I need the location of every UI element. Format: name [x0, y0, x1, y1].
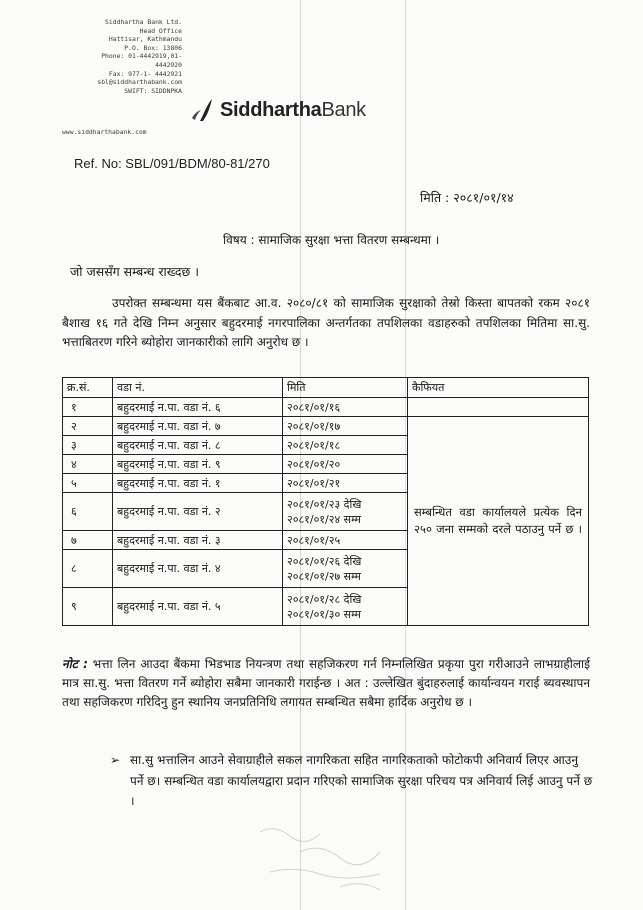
- date-end: २०८१/०१/२४ सम्म: [287, 512, 361, 526]
- date-cell: [283, 493, 408, 531]
- address-line: SWIFT: SIDDNPKA: [124, 86, 182, 95]
- ward-cell: बहुदरमाई न.पा. वडा नं. ५: [113, 588, 283, 626]
- body-paragraph: उपरोक्त सम्बन्धमा यस बैंकबाट आ.व. २०८०/८१ को सामाजिक सुरक्षाको तेस्रो किस्ता बापतको रकम २०८१ बैशाख १६ गते देखि निम्न अनुसार बहुदरमाई नगरपालिका अन्तर्गतका तपशिलका वडाहरुको तपशिलका मितिमा सा.सु. भत्ताबितरण गरिने ब्योहोरा जानकारीको लागि अनुरोध छ ।: [62, 296, 590, 349]
- header-remarks: कैफियत: [408, 378, 589, 398]
- serial-cell: ७: [63, 531, 113, 550]
- brand-name-light: Bank: [321, 98, 366, 121]
- arrow-bullet-icon: ➢: [110, 753, 121, 767]
- date-cell: [283, 588, 408, 626]
- address-line: Siddhartha Bank Ltd.: [105, 18, 182, 26]
- bullet-point: [110, 750, 595, 812]
- ward-cell: बहुदरमाई न.पा. वडा नं. ६: [113, 398, 283, 417]
- serial-cell: १: [63, 398, 113, 417]
- ward-cell: बहुदरमाई न.पा. वडा नं. ८: [113, 436, 283, 455]
- table-row: [63, 417, 589, 436]
- note-text: भत्ता लिन आउदा बैंकमा भिडभाड नियन्त्रण तथा सहजिकरण गर्न निम्नलिखित प्रकृया पुरा गरीआउने लाभग्राहीलाई मात्र सा.सु. भत्ता वितरण गर्ने ब्योहोरा सबैमा जानकारी गराईन्छ । अत : उल्लेखित बुंदाहरुलाई कार्यान्वयन गराई ब्यवस्थापन तथा सहजिकरण गरिदिनु हुन स्थानिय जनप्रतिनिधि लगायत सम्बन्धित सबैमा हार्दिक अनुरोध छ ।: [62, 657, 590, 709]
- serial-cell: ४: [63, 455, 113, 474]
- bank-address-block: [60, 18, 182, 95]
- address-line: P.O. Box: 13806: [124, 43, 182, 52]
- remarks-cell-empty: [408, 398, 589, 417]
- faint-signature-marks: [240, 812, 480, 900]
- bank-website: www.siddharthabank.com: [62, 128, 147, 136]
- date-start: २०८१/०१/२६ देखि: [287, 554, 362, 568]
- salutation: जो जससँग सम्बन्ध राख्दछ ।: [70, 264, 200, 279]
- table-header-row: [63, 378, 589, 398]
- date-start: २०८१/०१/२३ देखि: [287, 497, 362, 511]
- date-end: २०८१/०१/३० सम्म: [287, 607, 361, 621]
- header-date: मिति: [283, 378, 408, 398]
- address-line: Phone: 01-4442919,01-: [101, 52, 182, 61]
- serial-cell: २: [63, 417, 113, 436]
- ward-cell: बहुदरमाई न.पा. वडा नं. ९: [113, 455, 283, 474]
- header-ward: वडा नं.: [113, 378, 283, 398]
- remarks-cell: सम्बन्धित वडा कार्यालयले प्रत्येक दिन २५० जना सम्मको दरले पठाउनु पर्ने छ ।: [408, 417, 589, 626]
- table-row: [63, 398, 589, 417]
- letter-subject: विषय : सामाजिक सुरक्षा भत्ता वितरण सम्बन्धमा ।: [223, 233, 440, 247]
- note-paragraph: [62, 655, 590, 712]
- date-cell: [283, 398, 408, 417]
- serial-cell: ६: [63, 493, 113, 531]
- address-line: Hattisar, Kathmandu: [108, 35, 182, 44]
- ward-cell: बहुदरमाई न.पा. वडा नं. २: [113, 493, 283, 531]
- distribution-schedule-table: [62, 377, 589, 626]
- serial-cell: ८: [63, 550, 113, 588]
- date-end: २०८१/०१/२७ सम्म: [287, 569, 361, 583]
- note-label: नोट :: [62, 657, 88, 671]
- date-cell: [283, 531, 408, 550]
- date-cell: [283, 417, 408, 436]
- serial-cell: ३: [63, 436, 113, 455]
- serial-cell: ५: [63, 474, 113, 493]
- date-start: २०८१/०१/१७: [287, 419, 341, 433]
- date-cell: [283, 550, 408, 588]
- bullet-text: सा.सु भत्तालिन आउने सेवाग्राहीले सकल नागरिकता सहित नागरिकताको फोटोकपी अनिवार्य लिएर आउनु पर्ने छ। सम्बन्धित वडा कार्यालयद्वारा प्रदान गरिएको सामाजिक सुरक्षा परिचय पत्र अनिवार्य लिई आउनु पर्ने छ ।: [130, 753, 593, 808]
- date-cell: [283, 436, 408, 455]
- date-start: २०८१/०१/१८: [287, 438, 341, 452]
- date-start: २०८१/०१/२८ देखि: [287, 592, 362, 606]
- address-line: sbl@siddharthabank.com: [97, 78, 182, 87]
- ward-cell: बहुदरमाई न.पा. वडा नं. १: [113, 474, 283, 493]
- date-start: २०८१/०१/२०: [287, 457, 341, 471]
- ward-cell: बहुदरमाई न.पा. वडा नं. ३: [113, 531, 283, 550]
- date-cell: [283, 455, 408, 474]
- address-line: Fax: 977-1- 4442921: [108, 69, 182, 78]
- address-line: 4442920: [155, 60, 182, 69]
- ward-cell: बहुदरमाई न.पा. वडा नं. ४: [113, 550, 283, 588]
- bank-logo: [186, 96, 366, 124]
- date-start: २०८१/०१/२१: [287, 476, 341, 490]
- date-start: २०८१/०१/२५: [287, 533, 341, 547]
- ward-cell: बहुदरमाई न.पा. वडा नं. ७: [113, 417, 283, 436]
- header-serial: क्र.सं.: [63, 378, 113, 398]
- date-start: २०८१/०१/१६: [287, 400, 341, 414]
- serial-cell: ९: [63, 588, 113, 626]
- reference-number: Ref. No: SBL/091/BDM/80-81/270: [74, 156, 270, 171]
- address-line: Head Office: [139, 26, 182, 35]
- siddhartha-bank-logo-icon: [186, 96, 220, 124]
- letter-date: मिति : २०८१/०१/१४: [420, 190, 514, 205]
- date-cell: [283, 474, 408, 493]
- brand-name-bold: Siddhartha: [220, 98, 322, 121]
